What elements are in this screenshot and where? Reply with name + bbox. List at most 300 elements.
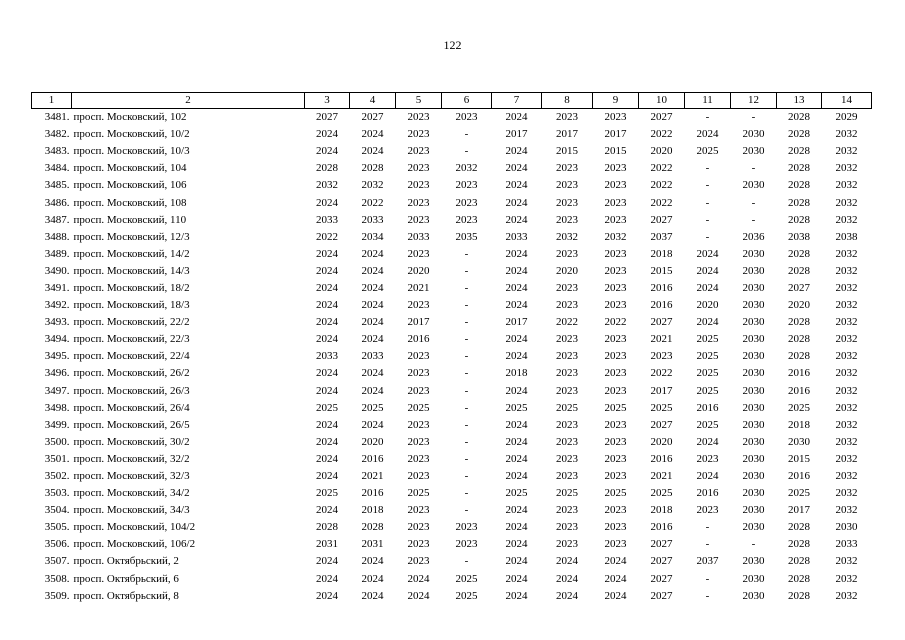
row-number: 3486. bbox=[44, 196, 70, 209]
year-cell: 2025 bbox=[455, 589, 478, 602]
year-cell: 2033 bbox=[407, 230, 430, 243]
year-cell: 2023 bbox=[604, 452, 627, 465]
year-cell: 2016 bbox=[788, 470, 810, 483]
year-cell: 2024 bbox=[316, 367, 338, 380]
year-cell: 2017 bbox=[407, 316, 430, 329]
table-row bbox=[32, 383, 872, 400]
column-header: 9 bbox=[593, 93, 639, 109]
year-cell: 2023 bbox=[407, 521, 430, 534]
year-cell: - bbox=[705, 196, 710, 209]
year-cell: 2020 bbox=[556, 264, 578, 277]
year-cell: 2025 bbox=[650, 487, 673, 500]
year-cell: 2032 bbox=[835, 264, 858, 277]
row-address: просп. Московский, 22/2 bbox=[73, 316, 190, 329]
year-cell: 2016 bbox=[696, 401, 719, 414]
year-cell: - bbox=[705, 572, 710, 585]
table-row bbox=[32, 553, 872, 570]
year-cell: 2029 bbox=[835, 111, 858, 124]
year-cell: 2032 bbox=[835, 281, 858, 294]
year-cell: 2024 bbox=[696, 281, 719, 294]
year-cell: 2024 bbox=[316, 572, 338, 585]
year-cell: 2030 bbox=[742, 572, 765, 585]
year-cell: 2027 bbox=[650, 589, 673, 602]
row-number: 3497. bbox=[44, 384, 70, 397]
year-cell: 2025 bbox=[407, 401, 430, 414]
year-cell: 2023 bbox=[407, 435, 430, 448]
year-cell: - bbox=[464, 367, 469, 380]
year-cell: 2027 bbox=[316, 111, 338, 124]
row-address: просп. Московский, 106/2 bbox=[73, 538, 196, 551]
column-header: 4 bbox=[350, 93, 396, 109]
year-cell: 2024 bbox=[361, 384, 384, 397]
year-cell: 2024 bbox=[361, 247, 384, 260]
year-cell: 2023 bbox=[556, 418, 578, 431]
year-cell: 2023 bbox=[604, 504, 627, 517]
year-cell: 2033 bbox=[505, 230, 528, 243]
year-cell: 2025 bbox=[361, 401, 384, 414]
year-cell: 2025 bbox=[696, 367, 719, 380]
year-cell: 2020 bbox=[788, 299, 810, 312]
column-header: 13 bbox=[777, 93, 822, 109]
year-cell: 2028 bbox=[788, 521, 810, 534]
year-cell: 2021 bbox=[650, 333, 673, 346]
year-cell: 2023 bbox=[407, 538, 430, 551]
year-cell: - bbox=[705, 179, 710, 192]
column-header: 10 bbox=[639, 93, 685, 109]
year-cell: 2023 bbox=[556, 179, 578, 192]
year-cell: 2023 bbox=[407, 418, 430, 431]
year-cell: 2023 bbox=[696, 452, 719, 465]
year-cell: 2023 bbox=[407, 128, 430, 141]
year-cell: 2020 bbox=[696, 299, 719, 312]
table-row bbox=[32, 502, 872, 519]
year-cell: 2023 bbox=[556, 111, 578, 124]
year-cell: 2022 bbox=[650, 128, 673, 141]
year-cell: 2024 bbox=[505, 384, 528, 397]
year-cell: 2023 bbox=[455, 111, 478, 124]
year-cell: 2024 bbox=[316, 281, 338, 294]
year-cell: 2023 bbox=[407, 299, 430, 312]
year-cell: 2023 bbox=[604, 435, 627, 448]
year-cell: 2024 bbox=[696, 435, 719, 448]
year-cell: - bbox=[464, 418, 469, 431]
row-number: 3493. bbox=[44, 316, 70, 329]
year-cell: 2023 bbox=[556, 196, 578, 209]
year-cell: 2016 bbox=[788, 367, 810, 380]
year-cell: 2025 bbox=[788, 401, 810, 414]
year-cell: 2023 bbox=[407, 470, 430, 483]
column-header: 12 bbox=[731, 93, 777, 109]
year-cell: 2024 bbox=[696, 316, 719, 329]
year-cell: 2024 bbox=[316, 316, 338, 329]
row-number: 3495. bbox=[44, 350, 70, 363]
year-cell: 2024 bbox=[361, 418, 384, 431]
year-cell: 2023 bbox=[407, 452, 430, 465]
year-cell: - bbox=[751, 111, 756, 124]
year-cell: 2032 bbox=[835, 555, 858, 568]
year-cell: - bbox=[464, 350, 469, 363]
year-cell: 2027 bbox=[650, 111, 673, 124]
row-number: 3485. bbox=[44, 179, 70, 192]
year-cell: 2032 bbox=[835, 162, 858, 175]
year-cell: 2024 bbox=[604, 589, 627, 602]
year-cell: 2023 bbox=[556, 435, 578, 448]
year-cell: 2025 bbox=[696, 384, 719, 397]
year-cell: 2032 bbox=[835, 504, 858, 517]
year-cell: 2017 bbox=[556, 128, 578, 141]
year-cell: 2024 bbox=[505, 470, 528, 483]
year-cell: 2030 bbox=[788, 435, 810, 448]
table-row bbox=[32, 400, 872, 417]
year-cell: 2024 bbox=[361, 589, 384, 602]
table-row bbox=[32, 417, 872, 434]
year-cell: 2028 bbox=[788, 555, 810, 568]
year-cell: 2018 bbox=[788, 418, 810, 431]
year-cell: 2025 bbox=[556, 401, 578, 414]
year-cell: 2024 bbox=[505, 452, 528, 465]
year-cell: 2032 bbox=[835, 247, 858, 260]
year-cell: 2023 bbox=[455, 538, 478, 551]
year-cell: 2030 bbox=[742, 487, 765, 500]
year-cell: 2028 bbox=[788, 572, 810, 585]
year-cell: - bbox=[464, 299, 469, 312]
row-address: просп. Московский, 26/5 bbox=[73, 418, 190, 431]
year-cell: 2022 bbox=[650, 179, 673, 192]
year-cell: - bbox=[464, 401, 469, 414]
table-row bbox=[32, 588, 872, 605]
year-cell: 2024 bbox=[505, 145, 528, 158]
year-cell: 2020 bbox=[361, 435, 384, 448]
year-cell: 2028 bbox=[788, 333, 810, 346]
year-cell: 2030 bbox=[742, 281, 765, 294]
table-row bbox=[32, 160, 872, 177]
year-cell: - bbox=[464, 487, 469, 500]
year-cell: 2023 bbox=[556, 281, 578, 294]
year-cell: - bbox=[464, 452, 469, 465]
year-cell: 2015 bbox=[556, 145, 578, 158]
table-row bbox=[32, 126, 872, 143]
row-number: 3481. bbox=[44, 111, 70, 124]
year-cell: 2028 bbox=[788, 538, 810, 551]
year-cell: 2032 bbox=[835, 179, 858, 192]
year-cell: 2024 bbox=[361, 281, 384, 294]
year-cell: 2024 bbox=[505, 333, 528, 346]
year-cell: 2023 bbox=[407, 145, 430, 158]
year-cell: 2030 bbox=[742, 504, 765, 517]
year-cell: - bbox=[464, 247, 469, 260]
year-cell: 2023 bbox=[407, 179, 430, 192]
year-cell: 2024 bbox=[505, 247, 528, 260]
table-row bbox=[32, 263, 872, 280]
year-cell: 2032 bbox=[835, 213, 858, 226]
year-cell: 2032 bbox=[556, 230, 578, 243]
table-row bbox=[32, 297, 872, 314]
year-cell: 2023 bbox=[650, 350, 673, 363]
year-cell: 2024 bbox=[361, 333, 384, 346]
year-cell: 2030 bbox=[742, 367, 765, 380]
row-address: просп. Московский, 102 bbox=[73, 111, 187, 124]
row-number: 3504. bbox=[44, 504, 70, 517]
year-cell: 2016 bbox=[650, 299, 673, 312]
year-cell: 2023 bbox=[556, 247, 578, 260]
year-cell: 2025 bbox=[604, 487, 627, 500]
year-cell: 2024 bbox=[505, 572, 528, 585]
year-cell: 2023 bbox=[407, 350, 430, 363]
year-cell: 2023 bbox=[604, 264, 627, 277]
year-cell: 2028 bbox=[361, 162, 384, 175]
year-cell: 2028 bbox=[316, 521, 338, 534]
row-number: 3490. bbox=[44, 264, 70, 277]
year-cell: 2023 bbox=[407, 213, 430, 226]
year-cell: 2016 bbox=[361, 452, 384, 465]
row-number: 3496. bbox=[44, 367, 70, 380]
year-cell: 2021 bbox=[650, 470, 673, 483]
year-cell: 2025 bbox=[316, 401, 338, 414]
table-row bbox=[32, 331, 872, 348]
column-header: 6 bbox=[442, 93, 492, 109]
year-cell: 2024 bbox=[407, 589, 430, 602]
year-cell: 2028 bbox=[788, 350, 810, 363]
year-cell: - bbox=[705, 111, 710, 124]
column-header: 3 bbox=[305, 93, 350, 109]
year-cell: 2022 bbox=[650, 196, 673, 209]
year-cell: - bbox=[705, 538, 710, 551]
year-cell: 2023 bbox=[407, 111, 430, 124]
year-cell: 2021 bbox=[407, 281, 430, 294]
row-address: просп. Московский, 32/3 bbox=[73, 470, 190, 483]
year-cell: 2032 bbox=[835, 299, 858, 312]
year-cell: 2027 bbox=[788, 281, 810, 294]
year-cell: - bbox=[705, 162, 710, 175]
year-cell: 2024 bbox=[316, 247, 338, 260]
year-cell: 2025 bbox=[696, 145, 719, 158]
table-row bbox=[32, 571, 872, 588]
year-cell: 2023 bbox=[556, 504, 578, 517]
year-cell: 2023 bbox=[604, 418, 627, 431]
row-address: просп. Московский, 34/3 bbox=[73, 504, 190, 517]
year-cell: 2023 bbox=[604, 281, 627, 294]
table-row bbox=[32, 229, 872, 246]
year-cell: 2023 bbox=[455, 213, 478, 226]
year-cell: 2018 bbox=[650, 504, 673, 517]
column-header: 11 bbox=[685, 93, 731, 109]
year-cell: 2032 bbox=[835, 128, 858, 141]
year-cell: 2024 bbox=[505, 111, 528, 124]
row-number: 3492. bbox=[44, 299, 70, 312]
year-cell: 2024 bbox=[361, 145, 384, 158]
year-cell: 2016 bbox=[650, 521, 673, 534]
year-cell: 2028 bbox=[788, 264, 810, 277]
year-cell: 2024 bbox=[556, 555, 578, 568]
year-cell: 2024 bbox=[505, 281, 528, 294]
year-cell: 2024 bbox=[316, 418, 338, 431]
year-cell: 2023 bbox=[556, 538, 578, 551]
year-cell: 2023 bbox=[696, 504, 719, 517]
column-header: 14 bbox=[822, 93, 872, 109]
row-address: просп. Московский, 12/3 bbox=[73, 230, 190, 243]
year-cell: 2025 bbox=[604, 401, 627, 414]
year-cell: 2024 bbox=[361, 299, 384, 312]
year-cell: 2023 bbox=[556, 384, 578, 397]
year-cell: 2032 bbox=[361, 179, 384, 192]
year-cell: 2028 bbox=[788, 162, 810, 175]
column-header: 8 bbox=[542, 93, 593, 109]
year-cell: 2023 bbox=[407, 367, 430, 380]
year-cell: 2020 bbox=[407, 264, 430, 277]
year-cell: 2032 bbox=[455, 162, 478, 175]
table-row bbox=[32, 143, 872, 160]
year-cell: 2023 bbox=[556, 162, 578, 175]
table-row bbox=[32, 485, 872, 502]
table-row bbox=[32, 451, 872, 468]
year-cell: 2023 bbox=[604, 367, 627, 380]
row-address: просп. Московский, 106 bbox=[73, 179, 187, 192]
year-cell: 2023 bbox=[455, 179, 478, 192]
year-cell: 2028 bbox=[788, 247, 810, 260]
year-cell: 2024 bbox=[696, 470, 719, 483]
row-number: 3482. bbox=[44, 128, 70, 141]
year-cell: 2015 bbox=[788, 452, 810, 465]
year-cell: 2021 bbox=[361, 470, 384, 483]
year-cell: 2023 bbox=[604, 521, 627, 534]
year-cell: 2031 bbox=[316, 538, 338, 551]
year-cell: 2016 bbox=[696, 487, 719, 500]
year-cell: 2031 bbox=[361, 538, 384, 551]
year-cell: 2024 bbox=[316, 196, 338, 209]
year-cell: 2023 bbox=[556, 367, 578, 380]
year-cell: 2023 bbox=[556, 213, 578, 226]
year-cell: 2024 bbox=[361, 316, 384, 329]
year-cell: 2023 bbox=[604, 179, 627, 192]
year-cell: 2027 bbox=[650, 213, 673, 226]
column-header: 1 bbox=[32, 93, 72, 109]
year-cell: 2024 bbox=[604, 555, 627, 568]
year-cell: 2017 bbox=[604, 128, 627, 141]
row-number: 3487. bbox=[44, 213, 70, 226]
year-cell: 2023 bbox=[556, 521, 578, 534]
year-cell: 2032 bbox=[835, 470, 858, 483]
year-cell: 2032 bbox=[835, 418, 858, 431]
year-cell: - bbox=[705, 213, 710, 226]
year-cell: 2028 bbox=[788, 111, 810, 124]
year-cell: 2023 bbox=[556, 333, 578, 346]
year-cell: 2016 bbox=[407, 333, 430, 346]
year-cell: 2037 bbox=[650, 230, 673, 243]
row-number: 3508. bbox=[44, 572, 70, 585]
year-cell: 2024 bbox=[316, 555, 338, 568]
year-cell: - bbox=[464, 145, 469, 158]
header-row bbox=[32, 93, 872, 109]
row-number: 3499. bbox=[44, 418, 70, 431]
year-cell: 2032 bbox=[604, 230, 627, 243]
year-cell: 2035 bbox=[455, 230, 478, 243]
year-cell: 2024 bbox=[361, 555, 384, 568]
year-cell: 2025 bbox=[696, 350, 719, 363]
year-cell: 2024 bbox=[505, 350, 528, 363]
year-cell: 2022 bbox=[650, 367, 673, 380]
year-cell: 2023 bbox=[455, 196, 478, 209]
year-cell: 2022 bbox=[316, 230, 338, 243]
table-row bbox=[32, 246, 872, 263]
year-cell: 2027 bbox=[650, 538, 673, 551]
year-cell: 2024 bbox=[361, 264, 384, 277]
table-body bbox=[32, 109, 872, 605]
year-cell: 2030 bbox=[742, 401, 765, 414]
year-cell: 2032 bbox=[835, 316, 858, 329]
year-cell: 2023 bbox=[604, 111, 627, 124]
year-cell: - bbox=[751, 162, 756, 175]
year-cell: 2024 bbox=[505, 435, 528, 448]
row-address: просп. Московский, 30/2 bbox=[73, 435, 190, 448]
year-cell: 2030 bbox=[742, 521, 765, 534]
year-cell: 2032 bbox=[835, 384, 858, 397]
row-number: 3489. bbox=[44, 247, 70, 260]
year-cell: 2023 bbox=[407, 162, 430, 175]
year-cell: 2030 bbox=[742, 350, 765, 363]
year-cell: - bbox=[464, 384, 469, 397]
year-cell: 2028 bbox=[788, 128, 810, 141]
year-cell: 2027 bbox=[650, 555, 673, 568]
year-cell: 2030 bbox=[742, 128, 765, 141]
year-cell: 2023 bbox=[407, 504, 430, 517]
year-cell: 2023 bbox=[556, 470, 578, 483]
row-address: просп. Московский, 26/4 bbox=[73, 401, 190, 414]
year-cell: 2027 bbox=[650, 316, 673, 329]
table-row bbox=[32, 194, 872, 211]
year-cell: - bbox=[751, 213, 756, 226]
year-cell: 2030 bbox=[742, 247, 765, 260]
year-cell: 2028 bbox=[788, 213, 810, 226]
year-cell: 2022 bbox=[650, 162, 673, 175]
year-cell: 2030 bbox=[742, 145, 765, 158]
row-address: просп. Октябрьский, 2 bbox=[73, 555, 179, 568]
year-cell: 2025 bbox=[650, 401, 673, 414]
year-cell: 2023 bbox=[407, 196, 430, 209]
row-number: 3500. bbox=[44, 435, 70, 448]
year-cell: 2024 bbox=[505, 521, 528, 534]
row-address: просп. Московский, 10/2 bbox=[73, 128, 190, 141]
year-cell: 2028 bbox=[361, 521, 384, 534]
year-cell: 2028 bbox=[316, 162, 338, 175]
year-cell: 2032 bbox=[835, 367, 858, 380]
year-cell: 2036 bbox=[742, 230, 765, 243]
year-cell: 2016 bbox=[788, 384, 810, 397]
table-row bbox=[32, 177, 872, 194]
year-cell: 2032 bbox=[835, 435, 858, 448]
year-cell: 2024 bbox=[696, 247, 719, 260]
year-cell: 2024 bbox=[505, 162, 528, 175]
year-cell: 2032 bbox=[835, 145, 858, 158]
year-cell: 2023 bbox=[556, 299, 578, 312]
year-cell: 2024 bbox=[505, 589, 528, 602]
year-cell: 2020 bbox=[650, 435, 673, 448]
year-cell: 2032 bbox=[835, 333, 858, 346]
year-cell: 2030 bbox=[742, 452, 765, 465]
row-number: 3509. bbox=[44, 589, 70, 602]
row-address: просп. Московский, 14/2 bbox=[73, 247, 190, 260]
year-cell: 2024 bbox=[407, 572, 430, 585]
year-cell: 2030 bbox=[742, 589, 765, 602]
year-cell: 2024 bbox=[505, 213, 528, 226]
year-cell: - bbox=[751, 196, 756, 209]
year-cell: 2024 bbox=[505, 504, 528, 517]
year-cell: 2024 bbox=[505, 264, 528, 277]
year-cell: - bbox=[464, 264, 469, 277]
row-address: просп. Московский, 10/3 bbox=[73, 145, 190, 158]
year-cell: 2038 bbox=[788, 230, 810, 243]
year-cell: 2022 bbox=[361, 196, 384, 209]
row-address: просп. Московский, 110 bbox=[73, 213, 187, 226]
